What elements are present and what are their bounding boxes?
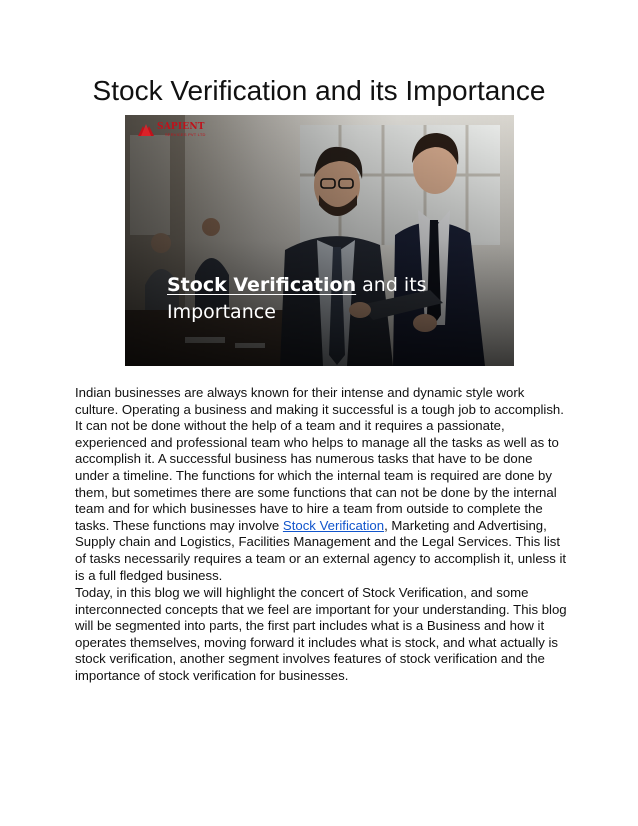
hero-headline <box>167 272 467 326</box>
logo-name: SAPIENT <box>157 122 205 132</box>
office-photo <box>125 115 514 366</box>
paragraph-intro-text-a: Indian businesses are always known for their intense and dynamic style work culture. Operating a business and making it successful is a tough job to accomplish. It can not be done without the help of a team and it requires a passionate, experienced and professional team who helps to manage all the tasks as well as to accomplish it. A successful business has numerous tasks that have to be done under a timeline. The functions for which the internal team is required are done by them, but sometimes there are some functions that can not be done by the internal team and for which businesses have to hire a team from outside to complete the tasks. These functions may involve <box>75 385 564 533</box>
hero-headline-rest: and its <box>356 274 427 296</box>
hero-headline-strong: Stock Verification <box>167 274 357 296</box>
paragraph-overview <box>75 585 567 685</box>
hero-headline-line1 <box>167 272 467 299</box>
sapient-logo <box>138 123 206 137</box>
paragraph-overview-text: Today, in this blog we will highlight the concert of Stock Verification, and some interconnected concepts that we feel are important for your understanding. This blog will be segmented into parts, the first part includes what is a Business and how it operates themselves, moving forward it includes what is stock, and what actually is stock verification, another segment involves features of stock verification and the importance of stock verification for businesses. <box>75 585 567 683</box>
hero-headline-line2: Importance <box>167 301 276 323</box>
paragraph-intro <box>75 385 567 584</box>
stock-verification-link[interactable]: Stock Verification <box>282 517 385 533</box>
logo-subtitle: SERVICES PVT LTD <box>165 132 206 137</box>
paragraph-intro-text-b: , Marketing and Advertising, Supply chain and Logistics, Facilities Management and the Legal Services. This list of tasks necessarily requires a team or an external agency to accomplish it, unless it is a full fledged business. <box>75 517 567 583</box>
page-title: Stock Verification and its Importance <box>92 75 546 106</box>
triangle-logo-icon <box>138 124 154 136</box>
hero-image <box>125 115 514 366</box>
